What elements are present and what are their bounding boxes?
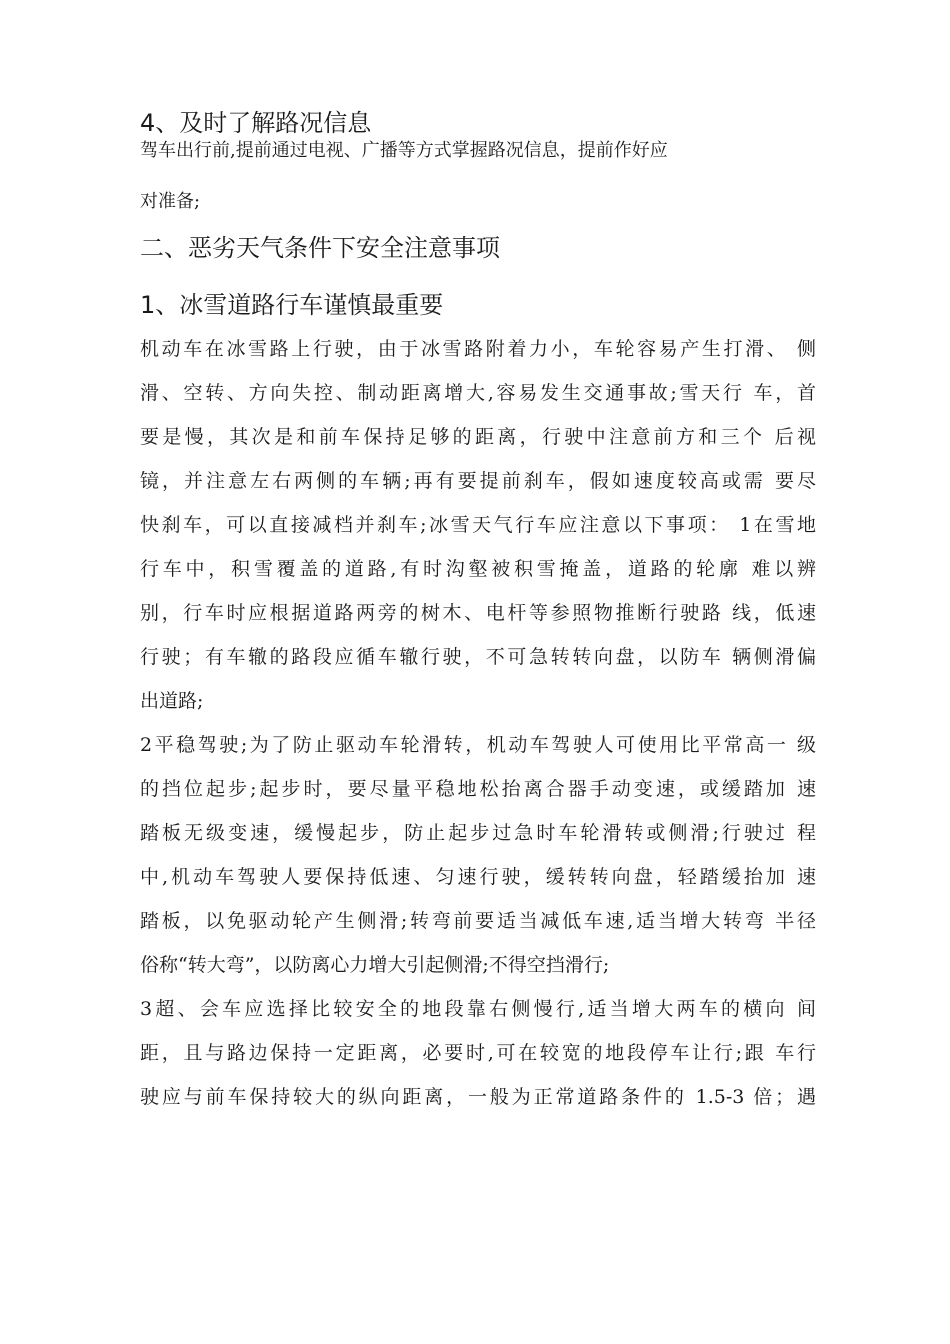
body-line: 行驶；有车辙的路段应循车辙行驶，不可急转转向盘，以防车 辆侧滑偏 (140, 646, 816, 668)
body-line: 踏板无级变速，缓慢起步，防止起步过急时车轮滑转或侧滑;行驶过 程 (140, 822, 816, 844)
item-heading: 1、冰雪道路行车谨慎最重要 (140, 291, 444, 319)
body-line: 机动车在冰雪路上行驶，由于冰雪路附着力小，车轮容易产生打滑、 侧 (140, 338, 816, 360)
body-line: 踏板，以免驱动轮产生侧滑;转弯前要适当减低车速,适当增大转弯 半径 (140, 910, 816, 932)
body-line: 要是慢，其次是和前车保持足够的距离，行驶中注意前方和三个 后视 (140, 426, 816, 448)
body-line: 2平稳驾驶;为了防止驱动车轮滑转，机动车驾驶人可使用比平常高一 级 (140, 734, 816, 756)
body-text (140, 327, 816, 1119)
body-line: 别，行车时应根据道路两旁的树木、电杆等参照物推断行驶路 线，低速 (140, 602, 816, 624)
body-line: 出道路; (140, 690, 204, 712)
body-line: 的挡位起步;起步时，要尽量平稳地松抬离合器手动变速，或缓踏加 速 (140, 778, 816, 800)
body-line: 滑、空转、方向失控、制动距离增大,容易发生交通事故;雪天行 车，首 (140, 382, 816, 404)
body-line: 俗称“转大弯”，以防离心力增大引起侧滑;不得空挡滑行; (140, 954, 610, 976)
intro-paragraph-line-1: 驾车出行前,提前通过电视、广播等方式掌握路况信息，提前作好应 (140, 140, 668, 161)
body-line: 镜，并注意左右两侧的车辆;再有要提前刹车，假如速度较高或需 要尽 (140, 470, 816, 492)
body-line: 快刹车，可以直接减档并刹车;冰雪天气行车应注意以下事项： 1在雪地 (140, 514, 816, 536)
body-line: 3超、会车应选择比较安全的地段靠右侧慢行,适当增大两车的横向 间 (140, 998, 816, 1020)
body-line: 中,机动车驾驶人要保持低速、匀速行驶，缓转转向盘，轻踏缓抬加 速 (140, 866, 816, 888)
subsection-heading-4: 4、及时了解路况信息 (140, 109, 372, 137)
intro-paragraph-line-2: 对准备; (140, 191, 201, 212)
body-line: 距，且与路边保持一定距离，必要时,可在较宽的地段停车让行;跟 车行 (140, 1042, 816, 1064)
body-line: 行车中，积雪覆盖的道路,有时沟壑被积雪掩盖，道路的轮廓 难以辨 (140, 558, 816, 580)
section-heading: 二、恶劣天气条件下安全注意事项 (140, 234, 500, 262)
body-line: 驶应与前车保持较大的纵向距离，一般为正常道路条件的 1.5-3 倍；遇 (140, 1086, 816, 1108)
